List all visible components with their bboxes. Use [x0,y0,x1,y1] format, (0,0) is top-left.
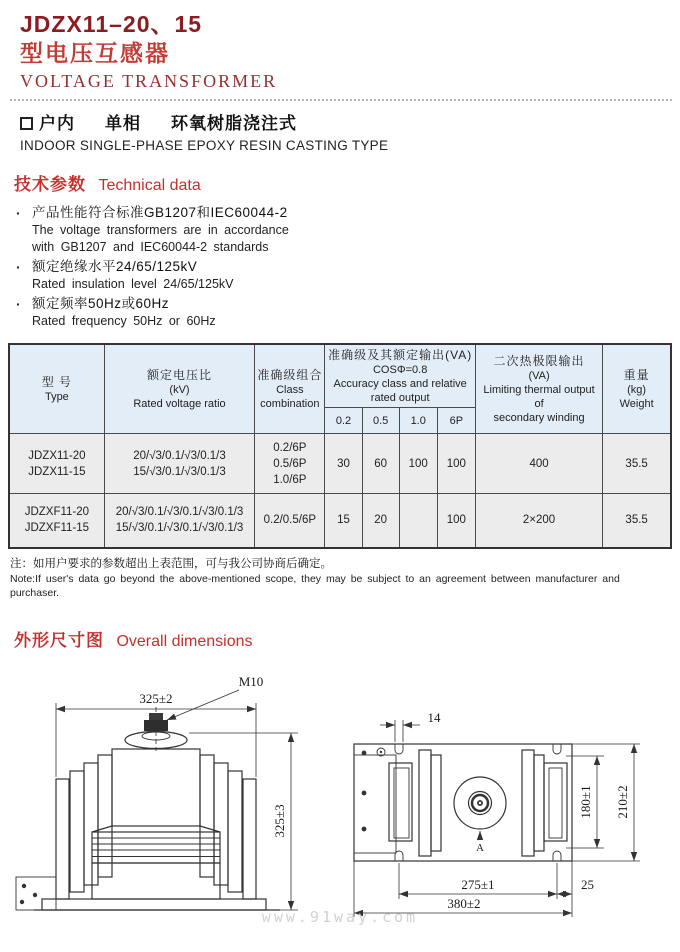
col-header-ratio: 额定电压比 (kV) Rated voltage ratio [104,344,254,434]
svg-text:14: 14 [427,709,441,725]
checkbox-icon [20,117,33,130]
terminal-pointer [476,831,484,854]
cell-weight: 35.5 [603,494,671,548]
svg-text:380±2: 380±2 [447,895,481,911]
svg-text:325±2: 325±2 [139,690,173,706]
bullet-dot-icon: · [16,295,21,312]
cell-output-6p: 100 [437,434,475,494]
cell-thermal: 400 [475,434,602,494]
dotted-divider [10,99,672,101]
col-header-thermal: 二次热极限输出 (VA) Limiting thermal output of secondary winding [475,344,602,434]
bullet-standards [16,204,660,256]
bolt-label [167,674,263,720]
stepped-body [56,749,256,899]
svg-text:25: 25 [581,876,594,892]
bushing-circles [454,777,506,829]
svg-text:A: A [476,841,484,854]
edge-offset-dimension [557,877,594,894]
type-single-phase: 单相 [105,113,141,133]
svg-text:180±1: 180±1 [578,784,593,819]
bullet-standards-zh: 产品性能符合标准GB1207和IEC60044-2 [32,204,288,220]
hole-spacing-dimension [399,877,557,894]
cell-output-05: 60 [362,434,399,494]
front-view-drawing [8,671,306,923]
product-title-zh: 型电压互感器 [20,39,170,66]
table-note [10,557,670,600]
product-title-en: VOLTAGE TRANSFORMER [20,70,278,91]
watermark: www.91way.com [261,908,419,926]
svg-text:325±3: 325±3 [272,803,287,838]
slot-width-dimension [380,710,441,742]
bullet-standards-en2: with GB1207 and IEC60044-2 standards [32,239,269,254]
technical-data-heading-zh: 技术参数 [14,174,86,194]
cell-class: 0.2/0.5/6P [255,494,325,548]
bullet-dot-icon: · [16,204,21,221]
col-header-class: 准确级组合 Class combination [255,344,325,434]
col-header-acc-02: 0.2 [325,408,362,434]
type-indoor: 户内 [39,113,75,133]
technical-data-heading-en: Technical data [98,176,201,194]
col-header-accuracy: 准确级及其额定输出(VA) COSΦ=0.8 Accuracy class and relative rated output [325,344,475,408]
cell-class: 0.2/6P 0.5/6P 1.0/6P [255,434,325,494]
col-header-type: 型 号 Type [9,344,104,434]
bullet-standards-en1: The voltage transformers are in accordance [32,222,289,237]
table-row [9,434,671,494]
spec-table [8,343,672,549]
bullet-frequency [16,295,660,330]
cell-type: JDZX11-20 JDZX11-15 [9,434,104,494]
col-header-acc-10: 1.0 [399,408,437,434]
bullet-insulation-zh: 额定绝缘水平24/65/125kV [32,258,198,274]
bolt-base [144,720,168,731]
cell-output-05: 20 [362,494,399,548]
bolt-head [149,713,163,720]
dimension-drawings [8,671,680,924]
technical-bullets [16,204,660,330]
base-outline [354,744,572,861]
cell-ratio: 20/√3/0.1/√3/0.1/3 15/√3/0.1/√3/0.1/3 [104,434,254,494]
cell-type: JDZXF11-20 JDZXF11-15 [9,494,104,548]
type-line-en: INDOOR SINGLE-PHASE EPOXY RESIN CASTING TYPE [20,137,389,153]
document-header [20,10,660,92]
cell-thermal: 2×200 [475,494,602,548]
technical-data-heading [14,170,660,195]
cell-ratio: 20/√3/0.1/√3/0.1/√3/0.1/3 15/√3/0.1/√3/0.1/√3/0.1/3 [104,494,254,548]
dimensions-heading-zh: 外形尺寸图 [14,630,104,650]
cell-weight: 35.5 [603,434,671,494]
col-header-acc-6p: 6P [437,408,475,434]
note-zh: 注：如用户要求的参数超出上表范围，可与我公司协商后确定。 [10,557,332,570]
cell-output-10: 100 [399,434,437,494]
terminal-box [16,877,56,910]
type-epoxy: 环氧树脂浇注式 [171,113,297,133]
svg-text:210±2: 210±2 [615,784,630,819]
svg-text:M10: M10 [238,673,264,689]
bullet-insulation-en: Rated insulation level 24/65/125kV [32,276,234,291]
dimensions-heading-en: Overall dimensions [116,632,253,650]
top-view-drawing [334,709,672,924]
dimensions-heading [14,626,660,651]
cell-output-02: 15 [325,494,362,548]
type-line [20,109,660,134]
note-en: Note:If user's data go beyond the above-mentioned scope, they may be subject to an agreement between manufacturer and purchaser. [10,572,620,599]
svg-text:275±1: 275±1 [461,876,495,892]
table-row [9,494,671,548]
bullet-dot-icon: · [16,258,21,275]
terminal-area [354,748,396,853]
col-header-acc-05: 0.5 [362,408,399,434]
cell-output-02: 30 [325,434,362,494]
bullet-insulation [16,258,660,293]
bullet-frequency-en: Rated frequency 50Hz or 60Hz [32,313,216,328]
cell-output-10 [399,494,437,548]
col-header-weight: 重量 (kg) Weight [603,344,671,434]
bullet-frequency-zh: 额定频率50Hz或60Hz [32,295,170,311]
cell-output-6p: 100 [437,494,475,548]
model-number: JDZX11–20、15 [20,11,203,37]
